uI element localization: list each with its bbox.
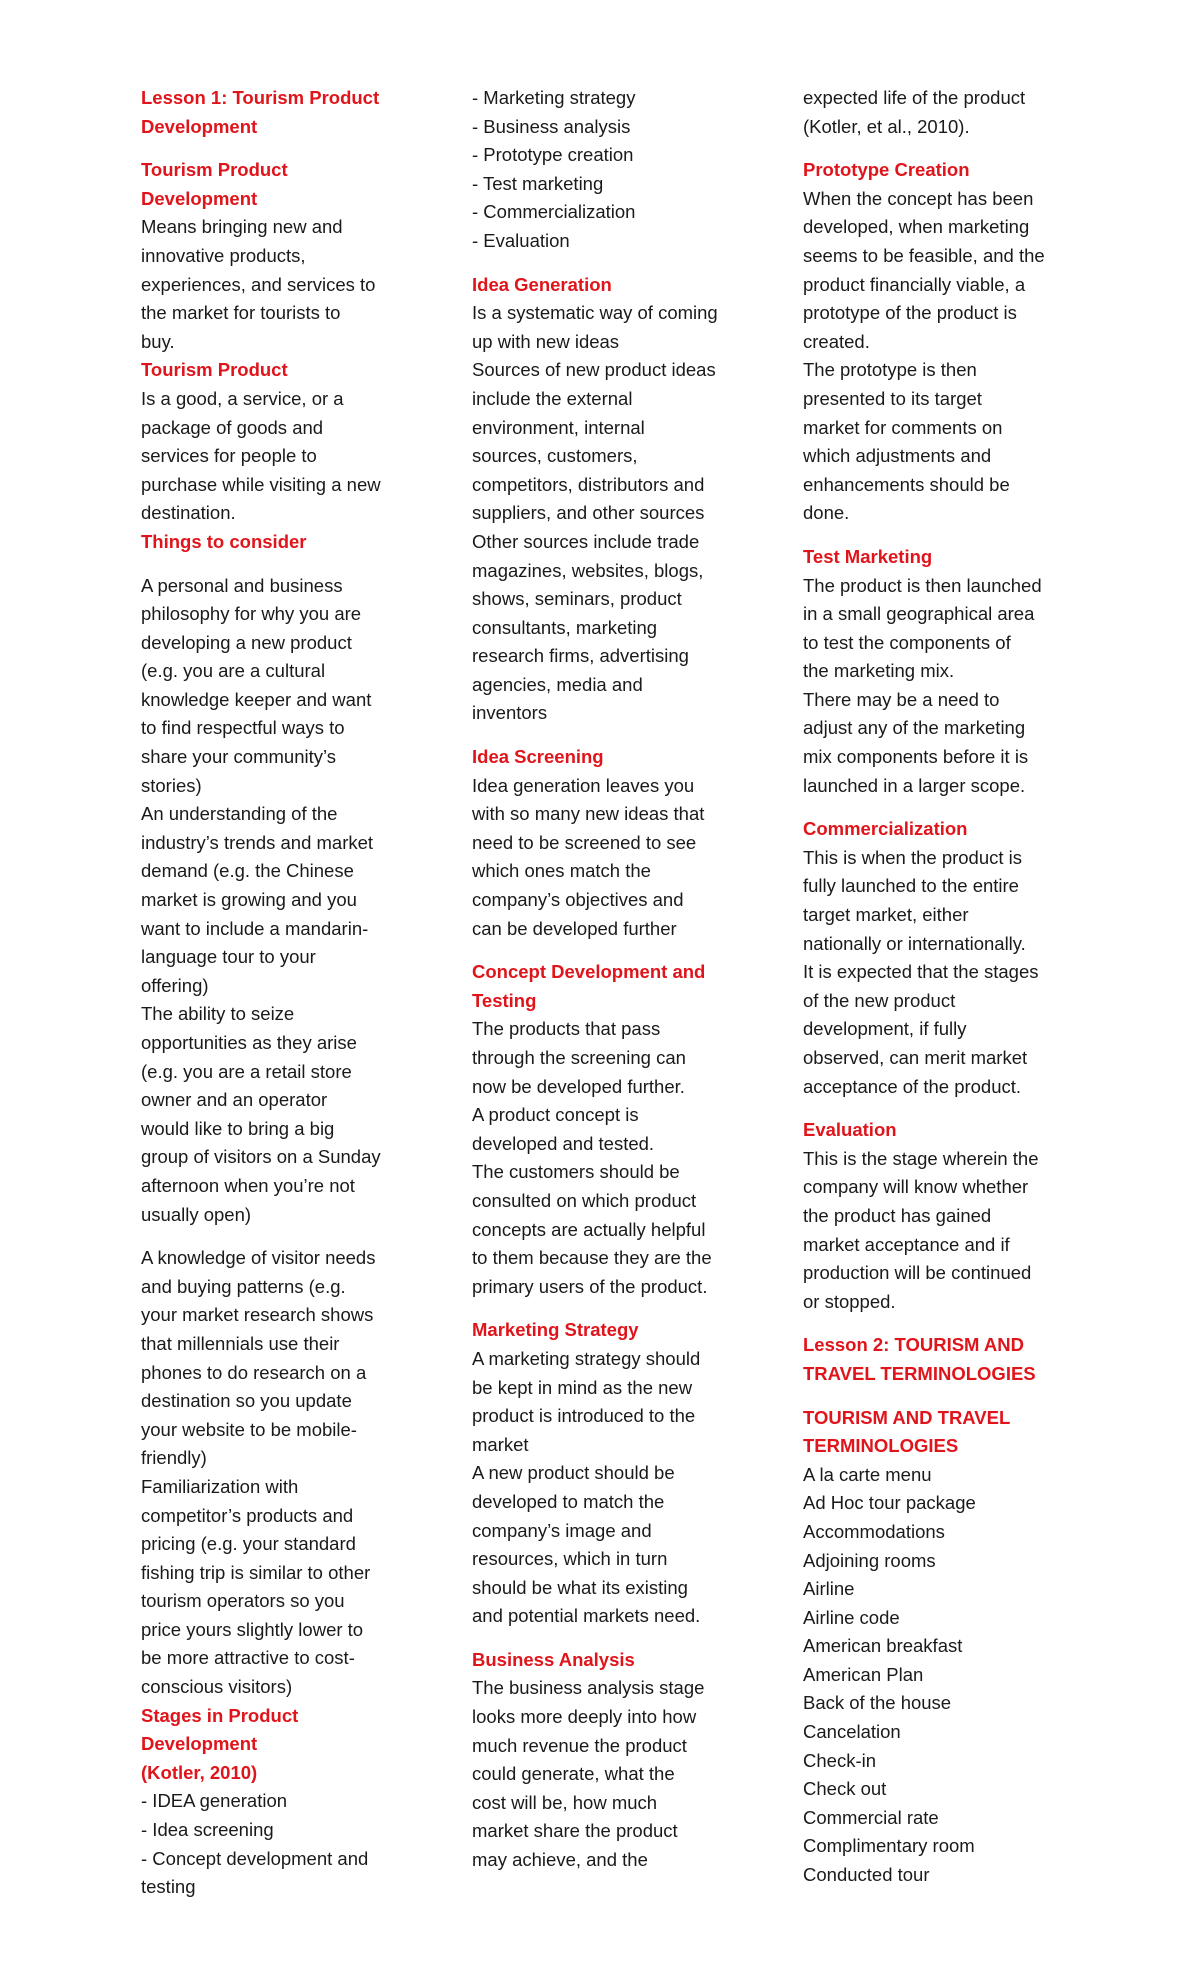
section-heading: TOURISM AND TRAVEL <box>803 1406 1011 1428</box>
body-text-line: with so many new ideas that <box>472 803 705 825</box>
body-text-line: market <box>472 1433 529 1455</box>
body-text-line: Adjoining rooms <box>803 1549 936 1571</box>
text-section <box>803 1404 1071 1890</box>
body-text-line: enhancements should be <box>803 473 1010 495</box>
section-heading: Prototype Creation <box>803 159 970 181</box>
body-text-line: Commercial rate <box>803 1806 939 1828</box>
body-text-line: A marketing strategy should <box>472 1347 701 1369</box>
text-section <box>472 958 740 1301</box>
body-text-line: When the concept has been <box>803 187 1034 209</box>
body-text-line: your market research shows <box>141 1304 374 1326</box>
text-section <box>141 572 409 1230</box>
text-section <box>803 815 1071 1101</box>
body-text-line: be kept in mind as the new <box>472 1376 693 1398</box>
body-text-line: to them because they are the <box>472 1247 712 1269</box>
body-text-line: primary users of the product. <box>472 1275 708 1297</box>
body-text-line: which ones match the <box>472 860 651 882</box>
body-text-line: the market for tourists to <box>141 302 341 324</box>
text-section <box>141 1702 409 1902</box>
body-text-line: and buying patterns (e.g. <box>141 1275 346 1297</box>
body-text-line: - Evaluation <box>472 229 570 251</box>
body-text-line: Other sources include trade <box>472 530 700 552</box>
body-text-line: production will be continued <box>803 1262 1032 1284</box>
body-text-line: development, if fully <box>803 1018 967 1040</box>
body-text-line: consultants, marketing <box>472 616 658 638</box>
body-text-line: developed to match the <box>472 1490 665 1512</box>
body-text-line: observed, can merit market <box>803 1047 1028 1068</box>
section-heading: Stages in Product <box>141 1704 299 1726</box>
body-text-line: should be what its existing <box>472 1576 688 1598</box>
body-text-line: stories) <box>141 774 202 796</box>
body-text-line: tourism operators so you <box>141 1590 345 1612</box>
body-text-line: Check-in <box>803 1749 876 1771</box>
body-text-line: - Business analysis <box>472 115 631 137</box>
section-heading: Tourism Product <box>141 159 288 181</box>
body-text-line: company’s objectives and <box>472 889 684 911</box>
body-text-line: in a small geographical area <box>803 603 1035 625</box>
body-text-line: product financially viable, a <box>803 273 1026 295</box>
body-text-line: A personal and business <box>141 574 343 596</box>
body-text-line: Idea generation leaves you <box>472 774 695 796</box>
body-text-line: the product has gained <box>803 1204 992 1226</box>
body-text-line: Familiarization with <box>141 1475 299 1497</box>
body-text-line: buy. <box>141 330 175 352</box>
body-text-line: A new product should be <box>472 1462 675 1484</box>
body-text-line: market is growing and you <box>141 889 357 911</box>
body-text-line: phones to do research on a <box>141 1361 367 1383</box>
body-text-line: that millennials use their <box>141 1332 340 1354</box>
section-heading: TRAVEL TERMINOLOGIES <box>803 1362 1036 1384</box>
section-heading: Development <box>141 1733 258 1755</box>
body-text-line: developed, when marketing <box>803 216 1030 238</box>
body-text-line: This is when the product is <box>803 846 1023 868</box>
body-text-line: done. <box>803 502 850 524</box>
body-text-line: Means bringing new and <box>141 216 343 238</box>
body-text-line: adjust any of the marketing <box>803 717 1026 739</box>
body-text-line: competitors, distributors and <box>472 473 705 495</box>
body-text-line: The product is then launched <box>803 574 1042 596</box>
body-text-line: - Test marketing <box>472 172 604 194</box>
body-text-line: sources, customers, <box>472 445 638 467</box>
text-column-2 <box>472 84 740 1875</box>
body-text-line: company will know whether <box>803 1176 1029 1198</box>
body-text-line: group of visitors on a Sunday <box>141 1146 381 1168</box>
body-text-line: Complimentary room <box>803 1835 975 1857</box>
section-heading: Idea Screening <box>472 746 604 768</box>
body-text-line: or stopped. <box>803 1290 896 1312</box>
body-text-line: - Commercialization <box>472 201 636 223</box>
body-text-line: The customers should be <box>472 1161 680 1183</box>
body-text-line: your website to be mobile- <box>141 1418 357 1440</box>
body-text-line: concepts are actually helpful <box>472 1218 706 1240</box>
body-text-line: cost will be, how much <box>472 1791 658 1813</box>
body-text-line: include the external <box>472 387 633 409</box>
body-text-line: much revenue the product <box>472 1734 687 1756</box>
body-text-line: would like to bring a big <box>141 1117 335 1139</box>
body-text-line: American breakfast <box>803 1635 963 1657</box>
body-text-line: (Kotler, et al., 2010). <box>803 115 970 137</box>
body-text-line: up with new ideas <box>472 330 620 352</box>
body-text-line: nationally or internationally. <box>803 932 1026 954</box>
body-text-line: demand (e.g. the Chinese <box>141 860 354 882</box>
body-text-line: market for comments on <box>803 416 1003 438</box>
body-text-line: pricing (e.g. your standard <box>141 1533 356 1555</box>
body-text-line: presented to its target <box>803 387 982 409</box>
body-text-line: mix components before it is <box>803 746 1029 768</box>
body-text-line: destination so you update <box>141 1390 352 1412</box>
body-text-line: resources, which in turn <box>472 1548 668 1570</box>
body-text-line: philosophy for why you are <box>141 603 362 625</box>
text-section <box>141 1244 409 1702</box>
body-text-line: shows, seminars, product <box>472 588 682 610</box>
body-text-line: It is expected that the stages <box>803 961 1039 983</box>
section-heading: Evaluation <box>803 1119 897 1141</box>
body-text-line: fully launched to the entire <box>803 875 1019 897</box>
body-text-line: - IDEA generation <box>141 1790 288 1812</box>
body-text-line: - Concept development and <box>141 1847 369 1869</box>
body-text-line: offering) <box>141 974 209 996</box>
text-section <box>472 743 740 943</box>
body-text-line: destination. <box>141 502 236 524</box>
body-text-line: may achieve, and the <box>472 1849 648 1871</box>
body-text-line: purchase while visiting a new <box>141 473 381 495</box>
body-text-line: owner and an operator <box>141 1089 328 1111</box>
text-column-1 <box>141 84 409 1902</box>
body-text-line: magazines, websites, blogs, <box>472 559 704 581</box>
body-text-line: The prototype is then <box>803 359 977 381</box>
body-text-line: environment, internal <box>472 416 645 438</box>
body-text-line: Ad Hoc tour package <box>803 1492 976 1514</box>
body-text-line: want to include a mandarin- <box>141 917 369 939</box>
section-heading: Idea Generation <box>472 273 612 295</box>
body-text-line: share your community’s <box>141 746 337 768</box>
body-text-line: fishing trip is similar to other <box>141 1561 371 1583</box>
body-text-line: through the screening can <box>472 1047 686 1068</box>
body-text-line: Airline <box>803 1578 855 1600</box>
body-text-line: product is introduced to the <box>472 1405 696 1427</box>
body-text-line: can be developed further <box>472 917 677 939</box>
body-text-line: developing a new product <box>141 631 352 653</box>
body-text-line: and potential markets need. <box>472 1605 701 1627</box>
body-text-line: expected life of the product <box>803 87 1026 108</box>
body-text-line: agencies, media and <box>472 673 643 695</box>
body-text-line: the marketing mix. <box>803 660 955 682</box>
text-section <box>803 1116 1071 1316</box>
body-text-line: suppliers, and other sources <box>472 502 705 524</box>
body-text-line: The products that pass <box>472 1018 661 1040</box>
section-heading: Development <box>141 115 258 137</box>
body-text-line: The ability to seize <box>141 1003 295 1025</box>
body-text-line: price yours slightly lower to <box>141 1618 364 1640</box>
body-text-line: Airline code <box>803 1606 900 1628</box>
body-text-line: experiences, and services to <box>141 273 376 295</box>
body-text-line: acceptance of the product. <box>803 1075 1022 1097</box>
body-text-line: usually open) <box>141 1203 252 1225</box>
body-text-line: looks more deeply into how <box>472 1706 697 1728</box>
body-text-line: inventors <box>472 702 548 724</box>
body-text-line: opportunities as they arise <box>141 1032 357 1053</box>
section-heading: Business Analysis <box>472 1648 635 1670</box>
section-heading: Development <box>141 187 258 209</box>
body-text-line: competitor’s products and <box>141 1504 354 1526</box>
body-text-line: - Marketing strategy <box>472 87 636 108</box>
body-text-line: (e.g. you are a retail store <box>141 1060 352 1082</box>
body-text-line: Cancelation <box>803 1721 901 1743</box>
body-text-line: package of goods and <box>141 416 324 438</box>
body-text-line: Accommodations <box>803 1520 945 1542</box>
body-text-line: Is a good, a service, or a <box>141 387 344 409</box>
body-text-line: testing <box>141 1876 196 1898</box>
body-text-line: There may be a need to <box>803 688 1000 710</box>
body-text-line: could generate, what the <box>472 1763 675 1785</box>
text-section <box>141 84 409 141</box>
body-text-line: now be developed further. <box>472 1075 685 1097</box>
body-text-line: The business analysis stage <box>472 1677 705 1699</box>
section-heading: Marketing Strategy <box>472 1319 639 1341</box>
body-text-line: be more attractive to cost- <box>141 1647 355 1669</box>
body-text-line: - Prototype creation <box>472 144 634 166</box>
section-heading: (Kotler, 2010) <box>141 1761 258 1783</box>
text-section <box>803 156 1071 528</box>
body-text-line: target market, either <box>803 904 969 926</box>
body-text-line: seems to be feasible, and the <box>803 244 1045 266</box>
body-text-line: created. <box>803 330 870 352</box>
text-column-3 <box>803 84 1071 1890</box>
body-text-line: Conducted tour <box>803 1864 930 1886</box>
body-text-line: which adjustments and <box>803 445 992 467</box>
text-section <box>472 271 740 729</box>
body-text-line: to find respectful ways to <box>141 717 345 739</box>
section-heading: Commercialization <box>803 818 968 840</box>
body-text-line: market acceptance and if <box>803 1233 1010 1255</box>
section-heading: Lesson 1: Tourism Product <box>141 87 380 108</box>
body-text-line: company’s image and <box>472 1519 652 1541</box>
body-text-line: - Idea screening <box>141 1819 274 1841</box>
body-text-line: conscious visitors) <box>141 1676 293 1698</box>
text-section <box>803 543 1071 800</box>
text-section <box>141 528 409 557</box>
text-section <box>803 1331 1071 1388</box>
body-text-line: launched in a larger scope. <box>803 774 1026 796</box>
body-text-line: consulted on which product <box>472 1189 697 1211</box>
body-text-line: Is a systematic way of coming <box>472 302 718 324</box>
text-section <box>803 84 1071 141</box>
body-text-line: need to be screened to see <box>472 831 697 853</box>
body-text-line: A la carte menu <box>803 1463 932 1485</box>
body-text-line: of the new product <box>803 989 956 1011</box>
body-text-line: language tour to your <box>141 946 316 968</box>
body-text-line: A product concept is <box>472 1104 639 1126</box>
body-text-line: friendly) <box>141 1447 207 1469</box>
text-section <box>472 1316 740 1631</box>
section-heading: Things to consider <box>141 530 307 552</box>
section-heading: Concept Development and <box>472 961 706 983</box>
body-text-line: This is the stage wherein the <box>803 1147 1039 1169</box>
body-text-line: Back of the house <box>803 1692 952 1714</box>
section-heading: TERMINOLOGIES <box>803 1435 959 1457</box>
section-heading: Tourism Product <box>141 359 288 381</box>
body-text-line: afternoon when you’re not <box>141 1174 355 1196</box>
body-text-line: (e.g. you are a cultural <box>141 660 326 682</box>
body-text-line: to test the components of <box>803 631 1011 653</box>
body-text-line: An understanding of the <box>141 803 338 825</box>
text-section <box>141 356 409 528</box>
text-section <box>472 1646 740 1875</box>
section-heading: Test Marketing <box>803 545 933 567</box>
body-text-line: Check out <box>803 1778 887 1800</box>
body-text-line: research firms, advertising <box>472 645 689 667</box>
body-text-line: Sources of new product ideas <box>472 359 716 381</box>
body-text-line: industry’s trends and market <box>141 831 374 853</box>
body-text-line: market share the product <box>472 1820 678 1842</box>
body-text-line: knowledge keeper and want <box>141 688 372 710</box>
body-text-line: services for people to <box>141 445 317 467</box>
body-text-line: American Plan <box>803 1663 924 1685</box>
body-text-line: prototype of the product is <box>803 302 1017 324</box>
text-section <box>472 84 740 256</box>
body-text-line: A knowledge of visitor needs <box>141 1247 376 1269</box>
body-text-line: developed and tested. <box>472 1132 655 1154</box>
text-section <box>141 156 409 356</box>
section-heading: Lesson 2: TOURISM AND <box>803 1334 1024 1356</box>
section-heading: Testing <box>472 989 537 1011</box>
body-text-line: innovative products, <box>141 244 306 266</box>
